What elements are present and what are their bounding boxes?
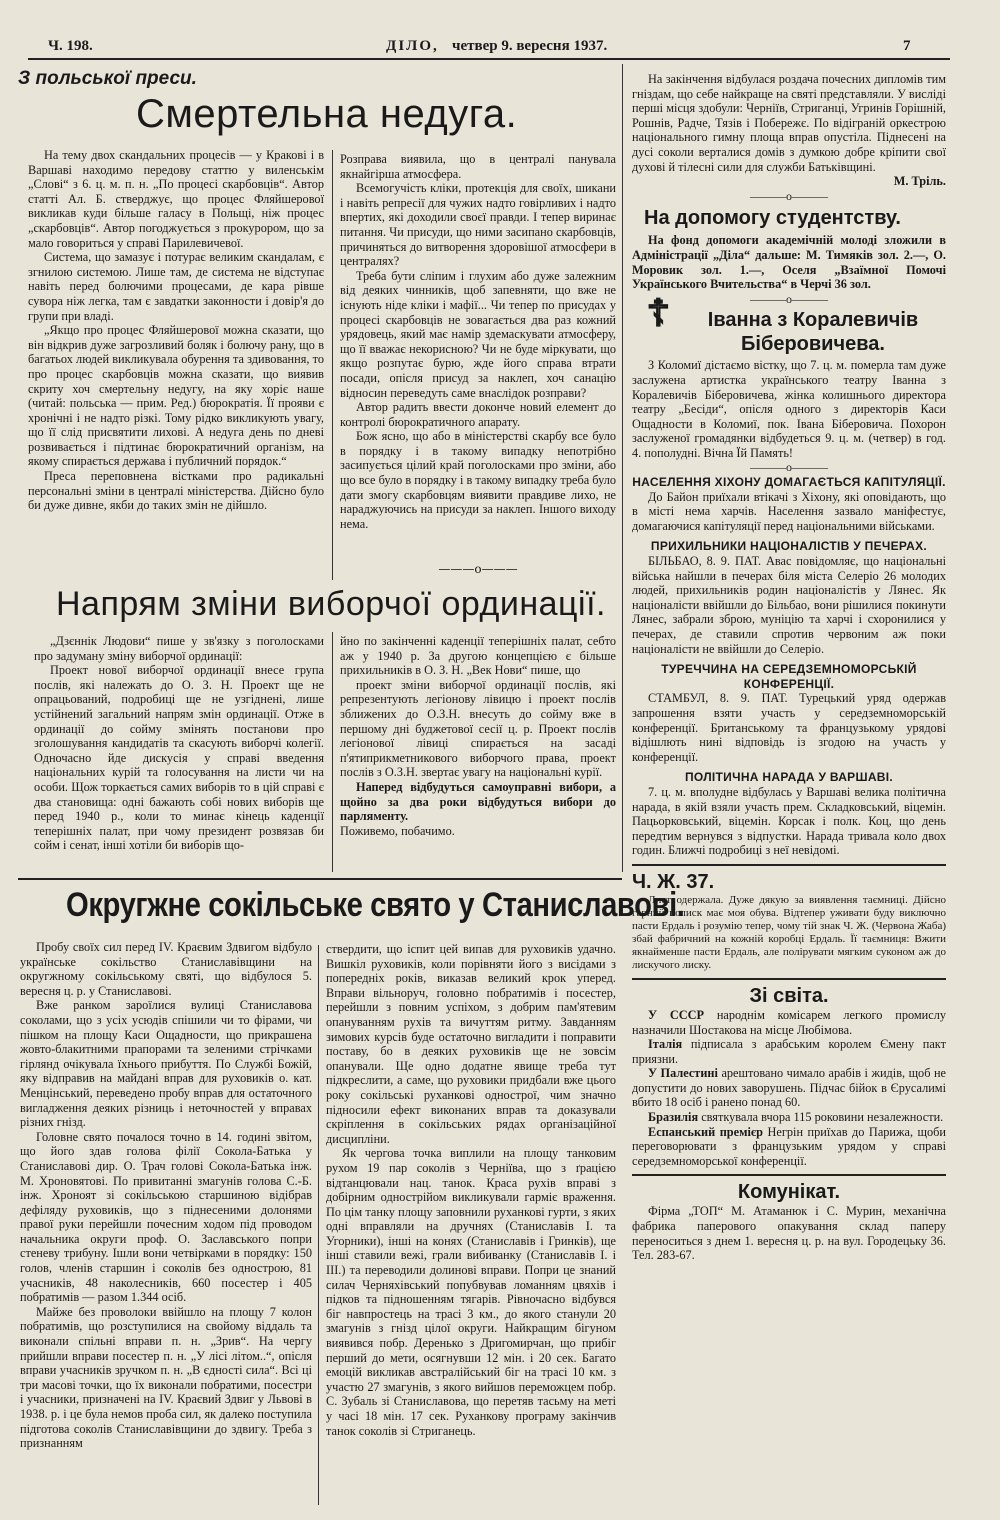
author-signature: М. Тріль. — [893, 174, 946, 189]
section-title: Комунікат. — [737, 1181, 841, 1204]
paragraph: Система, що замазує і потурає великим скандалам, є згнилою системою. Лише там, де система не відступає навіть перед болючими процесами, де кара рівше сувора ніж легка, там є завдатки законности і довір'я до групи при владі. — [28, 250, 324, 323]
news-heading: ПОЛІТИЧНА НАРАДА У ВАРШАВІ. — [684, 770, 894, 785]
paragraph: Преса переповнена вістками про радикальні персональні зміни в централі міністерства. Дійсно було би дуже дивне, якби до таких змін не дійшло. — [28, 469, 324, 513]
news-heading: ПРИХИЛЬНИКИ НАЦІОНАЛІСТІВ У ПЕЧЕРАХ. — [650, 539, 928, 554]
paragraph: Вже ранком зароїлися вулиці Станиславова соколами, що з усіх усюдів спішили чи то фірами, чи пішком на площу Каси Ощадности, що прикрашена жовто-блакитними прапорами та зеленими стрічками гірлянд очікувала їхнього прибуття. По Службі Божій, яку відправив на майдані вправ для руховиків о. кат. Менцінський, переведено пробу вправ для остаточного вигладження деяких різниць і неточностей у вправах різних гнізд. — [20, 998, 312, 1130]
article-title: На допомогу студентству. — [644, 207, 901, 230]
news-text: святкувала вчора 115 роковини незалежности. — [701, 1110, 944, 1125]
paragraph: 7. ц. м. вполудне відбулась у Варшаві велика політична нарада, в якій взяли участь прем. Складковський, віцемін. Пацьорковський, віцемін. Корсак і полк. Коц, що день передтим вернувся з відпустки. Нарада тривала коло двох годин. Ближчі подробиці з неї невідомі. — [632, 784, 946, 858]
personal-notice-title: Ч. Ж. 37. — [632, 870, 715, 893]
article-column — [28, 148, 324, 578]
paragraph: Як чергова точка виплили на площу танковим рухом 19 пар соколів з Черніїва, що з ґрацією відтанцювали нац. танок. Краса рухів вправі з добірним однострійом викликували гарміє враження. По цім танку площу заповнили руханкові гурти, з яких одні вправляли на дручнях (Станиславів I. та Угорники), інші на конях (Станиславів і Гринків), ще інші ставили вежі, грали вибиванку (Станиславів I. і III.) та переводили долинові вправи. Попри це знаний силач Черняхівський попубвував ломанням цвяхів і підков та підношенням тягарів. Рівночасно відбувся біг навпростець на трасі 3 км., до якого станули 20 змагунів з гнізд цілої округи. Найкращим бігуном виявився побр. Деренько з Дригомирчан, що прибіг перший до мети, осягнувши 12 мін. і 20 сек. Багато емоцій викликав австралійський біг на трасі 10 км. з участю 27 змагунів, з якого вийшов переможцем побр. С. Зубаль зі Станиславова, що перетяв тасьму на меті у часі 18 мін. 17 сек. Руханкову програму закінчив танок соколів зі Стриганець. — [326, 1146, 616, 1438]
article-column — [340, 634, 616, 870]
paragraph: На тему двох скандальних процесів — у Кракові і в Варшаві находимо передову статтю у виленськім „Слові“ з 6. ц. м. п. н. „По процесі скарбовців“. Автор статті Ал. Б. стверджує, що процес Фляйшерової викликав куди більше галасу в Польщі, ніж процес „скарбовців“. Автор погоджується з прокурором, що за мало говориться у справі Парилевичевої. — [28, 148, 324, 250]
header-rule — [28, 58, 950, 60]
paragraph: проект зміни виборчої ординації послів, які репрезентують легіонову лівицю і проект послів зближених до О.З.Н. внесуть до сойму вже в першому дні буджетової сесії ц. р. Проект послів легіонової лівиці спирається на засаді п'ятиприкметникового виборчого права, проект послів з О.З.Н. звертає увагу на національні курії. — [340, 677, 616, 780]
paragraph: ствердити, що іспит цей випав для руховиків удачно. Вишкіл руховиків, коли порівняти його з висідами з попередніх років, виказав великий крок уперед. Вправи вільноруч, головно побратимів і посестер, перейшли з повним успіхом, з добрим пам'ятевим опануванням рухів та вичуттям ритму. Завданням зимових курсів буде остаточно вигладити і поправити поставу, бо в деяких руховиків ще не зовсім опанували. Ще одно додатне явище треба тут підкреслити, а саме, що руховики придбали вже цього року сокільські руханкові однострої, чим значно підносили ефект виконаних вправ та доказували скріплення в сокільських рядах організаційної дисципліни. — [326, 942, 616, 1146]
paragraph: Пробу своїх сил перед IV. Краєвим Здвигом відбуло українське сокільство Станиславівщини на округжному сокільському святі, що відбулося 5. вересня ц. р. у Станиславові. — [20, 940, 312, 998]
issue-number: Ч. 198. — [48, 38, 93, 54]
page-number: 7 — [903, 38, 911, 54]
paragraph: йно по закінченні каденції теперішніх палат, себто аж у 1940 р. За другою концепцією є більше прихильників в О. З. Н. „Век Нови“ пише, що — [340, 634, 616, 678]
section-rule — [632, 864, 946, 866]
column-divider — [332, 150, 333, 580]
article-title: Смертельна недуга. — [136, 92, 518, 136]
article-title: Напрям зміни виборчої ординації. — [56, 585, 606, 623]
paragraph: Лист одержала. Дуже дякую за виявлення таємниці. Дійсно гарний полиск має моя обува. Відтепер уживати буду виключно пасти Ердаль і розумію тепер, чому тій знак Ч. Ж. (Червона Жаба) збай фабричний на кожній коробці Ердаль. Її таємниця: Вжити якнайменше пасти Ердаль, але полірувати мягким суконом аж до лискучого лиску. — [632, 893, 946, 971]
paragraph: Проект нової виборчої ординації внесе група послів, які належать до О. З. Н. Проект ще не опрацьований, подробиці ще не узгіднені, лише устійнений загальний напрям змін ординації. Отже в ординації до сойму змінять постанови про зголошування кандидатів та скасують виборчі колегії. Одночасно йде дискусія у справі введення національних курій та голосування на листи чи на особи. Щож торкається самих виборів то в цій справі є два становища: одні бажають собі нових виборів ще перед 1940 р., коли то минає кінець каденції теперішніх палат, при чому президент розвязав би сойм і сенат, інші хотіли би виборів що- — [34, 663, 324, 853]
right-column — [632, 72, 946, 1512]
orthodox-cross-icon: ☦ — [646, 290, 671, 336]
section-title: Зі світа. — [749, 984, 829, 1007]
paragraph: Майже без проволоки ввійшло на площу 7 колон побратимів, що розступилися на свойому віддаль та виконали спільні вправи п. н. „Зрив“. На чергу прийшли вправи посестер п. н. „У лісі літом..“, опісля вправи учасників зручком п. н. „В єдності сила“. Всі ці три масові точки, що їх виконали побратими, посестри і учасники, призначені на IV. Краєвий Здвиг у Львові в 1938. р. і це була немов проба сил, як далеко поступила підготова соколів Станиславівщини до здвигу. Треба з признанням — [20, 1304, 312, 1451]
separator: ———о——— — [750, 291, 828, 306]
news-heading: ТУРЕЧЧИНА НА СЕРЕДЗЕМНОМОРСЬКІЙ КОНФЕРЕНЦІЇ. — [661, 662, 917, 691]
paragraph: Фірма „ТОП“ М. Атаманюк і С. Мурин, механічна фабрика паперового опакування склад паперу переноситься з днем 1. вересня ц. р. на вул. Городецьку 36. Тел. 283-67. — [632, 1204, 946, 1263]
news-text: підписала з арабським королем Ємену пакт приязни. — [632, 1037, 946, 1066]
newspaper-name: ДІЛО, — [386, 38, 439, 54]
news-text: арештовано чимало арабів і жидів, щоб не допустити до нових заворушень. Підчас бійок в Єрусалимі вбито 18 осіб і ранено понад 60. — [632, 1066, 946, 1110]
paragraph: На фонд допомоги академічній молоді зложили в Адміністрації „Діла“ дальше: М. Тимяків зол. 2.—, О. Моровик зол. 1.—, Оселя „Взаїмної Помочі Українського Вчительства“ в Черчі 36 зол. — [632, 233, 946, 292]
article-title: Округжне сокільське свято у Станиславові. — [66, 886, 685, 924]
column-divider — [332, 632, 333, 872]
news-text: Негрін приїхав до Парижа, щоби переговорювати з французьким урядом у справі середземноморської конференції. — [632, 1124, 946, 1168]
column-divider — [318, 945, 319, 1505]
paragraph: „Якщо про процес Фляйшерової можна сказати, що він відкрив дуже загрозливий боляк і болючу рану, що в багатьох людей викликувала обурення та здивовання, то про процес скарбовців можна сказати, що виявив скриту хоч смертельну недугу, на яку хоріє наше (читай: польська — прим. Ред.) бюрократія. Її прояви є хронічні і не надто різкі. Тому рідко викликують увагу, що її слід присвятити лихові. А недуга день по дневі розвивається і підтинає бюрократичний організм, на якому спирається держава і публичний порядок.“ — [28, 323, 324, 469]
column-divider — [622, 64, 623, 872]
paragraph: До Байон приїхали втікачі з Хіхону, які оповідають, що в місті нема харчів. Населення зазвало маніфестує, домагаючися капітуляції перед національними військами. — [632, 489, 946, 533]
paragraph: На закінчення відбулася роздача почесних дипломів тим гніздам, що себе найкраще на святі представляли. У висліді перші місця здобули: Черніїв, Стриганці, Угринів Горішній, Рошнів, Радче, Тязів і Побережє. По відіграній оркестрою національного гимну площа вправ опустіла. Піднесені на дусі соколи верталися домів з думкою добре кріпити свої духові й тілесні сили для служби Батьківщині. — [632, 72, 946, 174]
news-lead: У Палестині — [648, 1066, 718, 1081]
section-rule — [632, 1174, 946, 1176]
issue-date: четвер 9. вересня 1937. — [452, 38, 608, 54]
paragraph: БІЛЬБАО, 8. 9. ПАТ. Авас повідомляє, що національні війська найшли в печерах біля міста Селеріо 26 молодих людей, прихильників родин націоналістів у Лянес. Як націоналісти ввійшли до Більбао, вони рішилися покинути Лянес, забрали зброю, муніцію та харчі і схоронилися у печерах, де ставили спротив червоним аж поки націоналісти не ввійшли до Селеріо. — [632, 554, 946, 656]
paragraph: Треба бути сліпим і глухим або дуже залежним від деяких чинників, щоб запевняти, що вже не існують ніде кліки і мафії... Чи тепер по присудах у процесі скарбовців не зовагається два раз кожний урядовець, який має намір здемаскувати атмосферу, що її вважає некорисною? Чи не буде міркувати, що якщо розпутає бурю, жде його справа втрати посади, опісля присуд за наклеп, хоч санацію відносин переведуть саме внаслідок розправи? — [340, 268, 616, 400]
paragraph: СТАМБУЛ, 8. 9. ПАТ. Турецький уряд одержав запрошення взяти участь у середземноморській конференції. Британському та французькому урядові відішлють нині відповідь із згодою на участь у конференції. — [632, 691, 946, 764]
news-text: народнім комісарем легкого промислу назначили Шостакова на місце Любімова. — [632, 1007, 946, 1037]
paragraph: Всемогучість кліки, протекція для своїх, шикани і навіть репресії для чужих надто говірливих і надто впертих, які доходили своєї правди. І тепер виринає питання. Чи присуди, що ними засипано скарбовців, причиняться до витворення здоровішої атмосфери в централях? — [340, 181, 616, 269]
news-lead: У СССР — [648, 1007, 704, 1022]
obituary-name-line1: Іванна з Коралевичів — [707, 309, 919, 332]
news-heading: НАСЕЛЕННЯ ХІХОНУ ДОМАГАЄТЬСЯ КАПІТУЛЯЦІЇ. — [632, 475, 946, 490]
paragraph: Поживемо, побачимо. — [340, 823, 455, 838]
separator: ———о——— — [438, 562, 518, 576]
separator: ———о——— — [750, 188, 828, 203]
news-lead: Італія — [648, 1037, 683, 1052]
news-lead: Еспанський премієр — [648, 1124, 764, 1139]
article-column — [340, 152, 616, 562]
paragraph: Наперед відбудуться самоуправні вибори, а щойно за два роки відбудуться вибори до парляменту. — [340, 779, 616, 824]
paragraph: Бож ясно, що або в міністерстві скарбу все було в порядку і в такому випадку непотрібно засипується цілий край поголосками про зміни, або що все було в порядку і в такому випадку треба було дати змогу скарбовцям виявити правдиве лихо, не нараджуючись на присуди за наклеп. Іншого виходу нема. — [340, 429, 616, 531]
paragraph: З Коломиї дістаємо вістку, що 7. ц. м. померла там дуже заслужена артистка українського театру Іванна з Коралевичів Біберовичева, жінка колишнього директора театру „Бесіди“, опісля одного з директорів Каси Ощадности в Коломиї, пок. Івана Біберовича. Похорон заслуженої громадянки відбудеться 9. ц. м. (четвер) в год. 4. пополудні. Вічна Їй Память! — [632, 358, 946, 460]
article-column — [20, 940, 312, 1510]
obituary-name-line2: Біберовичева. — [741, 333, 885, 356]
article-column — [326, 942, 616, 1510]
section-rule — [18, 878, 622, 880]
obituary-heading — [632, 290, 946, 358]
news-lead: Бразилія — [648, 1110, 699, 1125]
section-heading: З польської преси. — [18, 68, 197, 89]
paragraph: Розправа виявила, що в централі панувала якнайгірша атмосфера. — [340, 152, 616, 181]
article-column — [34, 634, 324, 870]
paragraph: „Дзєннік Людови“ пише у зв'язку з поголосками про задуману зміну виборчої ординації: — [34, 634, 324, 663]
paragraph: Головне свято почалося точно в 14. годині звітом, що його здав голова філії Сокола-Батька у Станиславові дир. О. Трач голові Сокола-Батька інж. М. Хроновятові. По привитанні змагунів голова С.-Б. інж. Хроноят зі сокільською старшиною відібрав дефіляду руховиків, що з піднесеними долонями правої руки перейшли почесним ходом під проводом начальника округи проф. О. Заславського попри стеневу трибуну. Ішли вони четвірками в порядку: 150 голов, членів старшин і соколів без однострою, 81 учасників, 48 наколесників, 660 посестер і 405 побратимів — разом 1.344 осіб. — [20, 1129, 312, 1305]
section-rule — [632, 978, 946, 980]
paragraph: Автор радить ввести доконче новий елемент до контролі бюрократичного апарату. — [340, 400, 616, 429]
separator: ———о——— — [750, 460, 828, 475]
